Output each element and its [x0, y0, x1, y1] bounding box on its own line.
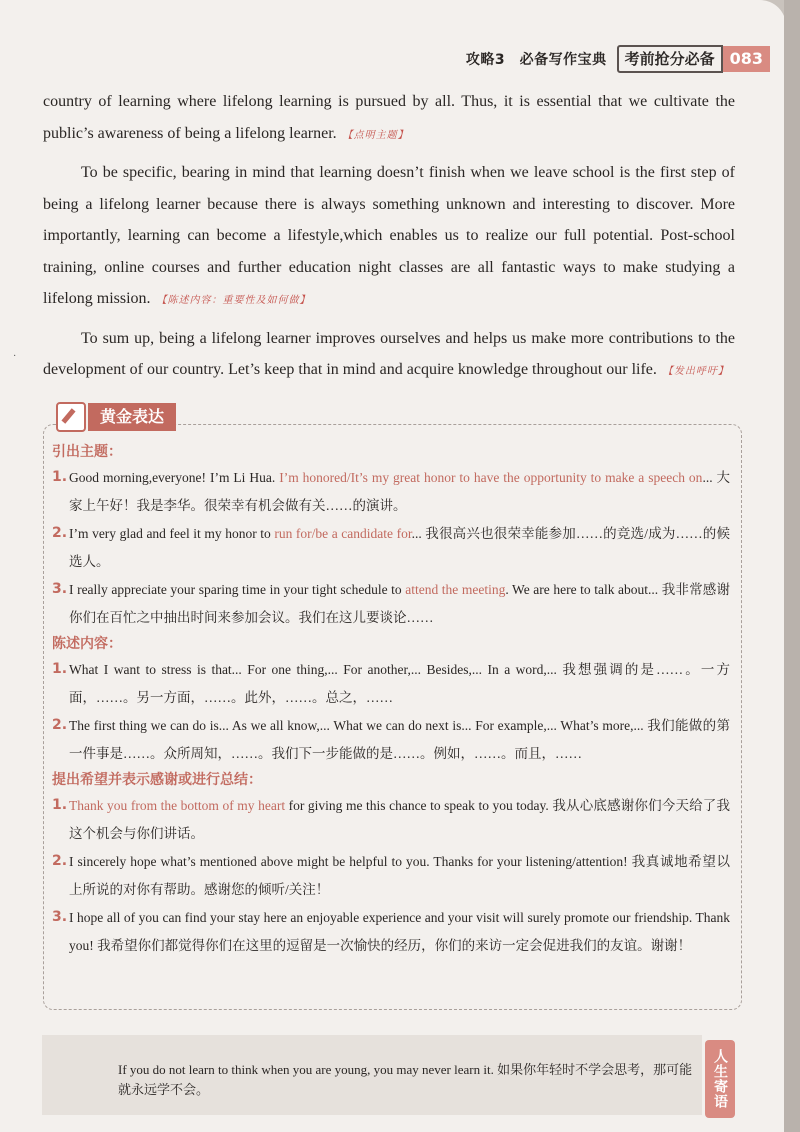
list-item: [52, 464, 730, 519]
essay-text: To be specific, bearing in mind that learning doesn’t finish when we leave school is the first step of being a lifelong learner because there is always something unknown and interesting to discover. More importantly, learning can become a lifestyle,which enables us to realize our full potential. Post-school training, online courses and further education night classes are all fantastic ways to make studying a lifelong mission.: [43, 164, 735, 307]
essay-text: country of learning where lifelong learning is pursued by all. Thus, it is essential that we cultivate the public’s awareness of being a lifelong learner.: [43, 93, 735, 142]
quote-text: If you do not learn to think when you are young, you may never learn it. 如果你年轻时不学会思考，那可能就永远学不会。: [118, 1062, 693, 1097]
section-heading: 陈述内容：: [52, 636, 122, 652]
item-number: 2.: [52, 717, 68, 733]
page-number: 083: [723, 46, 770, 72]
item-text: [69, 520, 730, 575]
highlight-phrase: attend the meeting: [405, 582, 506, 597]
golden-expressions-header: [56, 401, 176, 433]
list-item: [52, 712, 730, 767]
item-text-part: ... 大家上午好！我是李华。很荣幸有机会做有关……的演讲。: [69, 470, 731, 513]
list-item: [52, 520, 730, 575]
essay-text: To sum up, being a lifelong learner improves ourselves and helps us make more contributions to the development of our country. Let’s keep that in mind and acquire knowledge throughout our life.: [43, 329, 735, 378]
header-tag: 考前抢分必备: [617, 45, 723, 73]
list-item: [52, 576, 730, 631]
essay-body: [43, 86, 735, 394]
item-number: 2.: [52, 853, 68, 869]
list-item: [52, 904, 730, 959]
header-section: 攻略3 必备写作宝典: [465, 52, 607, 68]
item-text-part: I really appreciate your sparing time in your tight schedule to: [69, 582, 406, 597]
item-text: I hope all of you can find your stay here an enjoyable experience and your visit will surely promote our friendship. Thank you! 我希望你们都觉得你们在这里的逗留是一次愉快的经历，你们的来访一定会促进我们的友谊。谢谢！: [69, 910, 730, 953]
item-text: [69, 464, 730, 519]
golden-expressions-content: [52, 440, 730, 960]
highlight-phrase: run for/be a candidate for: [274, 526, 412, 541]
essay-note: 【发出呼吁】: [662, 366, 729, 377]
item-text-part: . We are here to talk about... 我非常感谢你们在百忙之中抽出时间来参加会议。我们在这儿要谈论……: [69, 582, 731, 625]
essay-paragraph-1: [43, 86, 735, 151]
item-text-part: for giving me this chance to speak to you today. 我从心底感谢你们今天给了我这个机会与你们讲话。: [69, 798, 730, 841]
item-text-part: I’m very glad and feel it my honor to: [69, 526, 275, 541]
section-heading: 引出主题：: [52, 444, 122, 460]
list-item: [52, 848, 730, 903]
essay-note: 【陈述内容：重要性及如何做】: [156, 295, 311, 306]
quote-tab: 人生寄语: [705, 1040, 735, 1118]
item-text: [69, 576, 730, 631]
page-edge: [784, 0, 800, 1132]
item-text: What I want to stress is that... For one thing,... For another,... Besides,... In a word,... 我想强调的是……。一方面，……。另一方面，……。此外，……。总之，……: [69, 662, 730, 705]
highlight-phrase: I’m honored/It’s my great honor to have the opportunity to make a speech on: [279, 470, 703, 485]
essay-paragraph-3: [43, 323, 735, 388]
item-text-part: ... 我很高兴也很荣幸能参加……的竞选/成为……的候选人。: [69, 526, 730, 569]
margin-mark: ·: [13, 351, 17, 362]
item-text: The first thing we can do is... As we all know,... What we can do next is... For example,... What’s more,... 我们能做的第一件事是……。众所周知，……。我们下一步能做的是……。例如，……。而且，……: [69, 718, 730, 761]
highlight-phrase: Thank you from the bottom of my heart: [69, 798, 286, 813]
essay-paragraph-2: [43, 157, 735, 317]
list-item: [52, 656, 730, 711]
golden-expressions-title: 黄金表达: [88, 403, 176, 431]
pencil-note-icon: [56, 402, 86, 432]
item-number: 1.: [52, 661, 68, 677]
section-heading: 提出希望并表示感谢或进行总结：: [52, 772, 262, 788]
list-item: [52, 792, 730, 847]
item-number: 3.: [52, 909, 68, 925]
item-number: 1.: [52, 797, 68, 813]
page-header: [466, 44, 770, 74]
item-number: 2.: [52, 525, 68, 541]
essay-note: 【点明主题】: [342, 129, 409, 141]
item-text: [69, 792, 730, 847]
item-text-part: Good morning,everyone! I’m Li Hua.: [69, 470, 280, 485]
item-number: 1.: [52, 469, 68, 485]
item-number: 3.: [52, 581, 68, 597]
item-text: I sincerely hope what’s mentioned above might be helpful to you. Thanks for your listening/attention! 我真诚地希望以上所说的对你有帮助。感谢您的倾听/关注！: [69, 854, 730, 897]
